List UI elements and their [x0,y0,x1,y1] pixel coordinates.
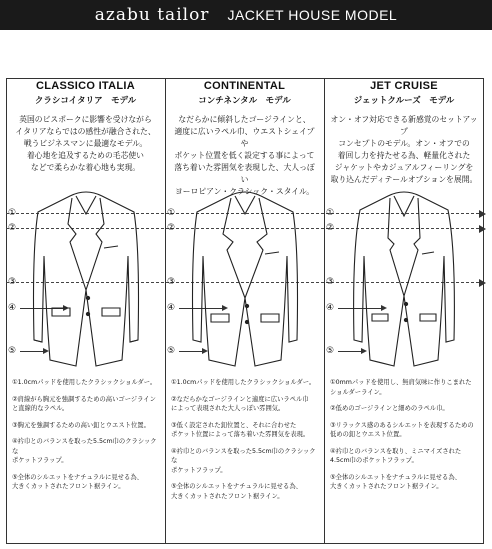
model-subtitle: ジェットクルーズ モデル [353,96,455,106]
note-3: ③胸元を強調するための高い釦とウエスト位置。 [12,421,150,429]
note-3: ③リラックス感のあるシルエットを表現するための 低めの釦とウエスト位置。 [330,421,474,438]
note-1: ①1.0cmパッドを使用したクラシックショルダー。 [12,379,157,386]
marker-1: ① [8,208,17,218]
marker-4: ④ [8,303,17,313]
marker-1: ① [326,208,335,218]
jacket-illustration-continental [189,190,301,370]
model-notes [171,378,320,508]
marker-4: ④ [326,303,335,313]
note-1: ①1.0cmパッドを使用したクラシックショルダー。 [171,379,316,386]
column-classico-italia [6,78,165,544]
model-description: 英国のビスポークに影響を受けながら イタリアならではの感性が融合された、 戦うビジネスマンに最適なモデル。 着心地を追及するための毛芯使い などで柔らかな着心地も実現。 [15,115,156,172]
marker-2: ② [326,223,335,233]
note-5: ⑤全体のシルエットをナチュラルに見せる為、 大きくカットされたフロント裾ライン。 [171,483,302,500]
note-4: ④衿巾とのバランスを取った5.5cm巾のクラシックな ポケットフラップ。 [171,447,316,474]
marker-2: ② [167,223,176,233]
page-title: JACKET HOUSE MODEL [227,7,398,23]
model-comparison-sheet [6,78,484,544]
note-2: ②低めのゴージラインと細めのラペル巾。 [330,405,449,412]
model-subtitle: コンチネンタル モデル [198,96,291,106]
marker-5: ⑤ [8,346,17,356]
marker-3: ③ [8,277,17,287]
note-1: ①0mmパッドを使用し、無肩気味に作りこまれた ショルダーライン。 [330,379,472,396]
marker-3: ③ [326,277,335,287]
marker-3: ③ [167,277,176,287]
marker-5: ⑤ [167,346,176,356]
note-2: ②肩線がら胸元を強調するための高いゴージライン と直線的なラペル。 [12,395,156,412]
note-5: ⑤全体のシルエットをナチュラルに見せる為、 大きくカットされたフロント裾ライン。 [12,473,143,490]
model-description: なだらかに傾斜したゴージラインと、 適度に広いラペル巾、ウエストシェイプや ポケット位置を低く設定する事によって 落ち着いた雰囲気を表現した、大人っぽい ヨーロピアン・クラシック・スタイル。 [174,115,315,196]
column-jet-cruise [324,78,484,544]
marker-2: ② [8,223,17,233]
model-notes [12,378,161,499]
marker-4: ④ [167,303,176,313]
note-4: ④衿巾とのバランスを取った5.5cm巾のクラシックな ポケットフラップ。 [12,438,157,464]
header-bar [0,0,492,30]
jacket-illustration-classico [30,190,142,370]
model-description: オン・オフ対応できる新感覚のセットアップ コンセプトのモデル。オン・オフでの 着回し力を持たせる為、軽量化された ジャケットやカジュアルフィーリングを 取り込んだディテールオプションを展開。 [330,115,478,184]
marker-5: ⑤ [326,346,335,356]
model-name: CONTINENTAL [203,80,286,92]
model-subtitle: クラシコイタリア モデル [34,96,137,106]
note-5: ⑤全体のシルエットをナチュラルに見せる為、 大きくカットされたフロント裾ライン。 [330,473,461,490]
marker-1: ① [167,208,176,218]
brand-name: azabu tailor [94,5,210,25]
column-continental [165,78,324,544]
model-notes [330,378,480,499]
model-name: CLASSICO ITALIA [35,80,135,92]
model-name: JET CRUISE [370,80,438,92]
note-2: ②なだらかなゴージラインと適度に広いラペル巾 によって表現された大人っぽい雰囲気。 [171,395,309,412]
jacket-illustration-jet-cruise [348,190,460,370]
note-4: ④衿巾とのバランスを取り、ミニマイズされた 4.5cm巾のポケットフラップ。 [330,447,462,464]
note-3: ③低く設定された釦位置と、それに合わせた ポケット位置によって落ち着いた雰囲気を表現。 [171,421,310,438]
